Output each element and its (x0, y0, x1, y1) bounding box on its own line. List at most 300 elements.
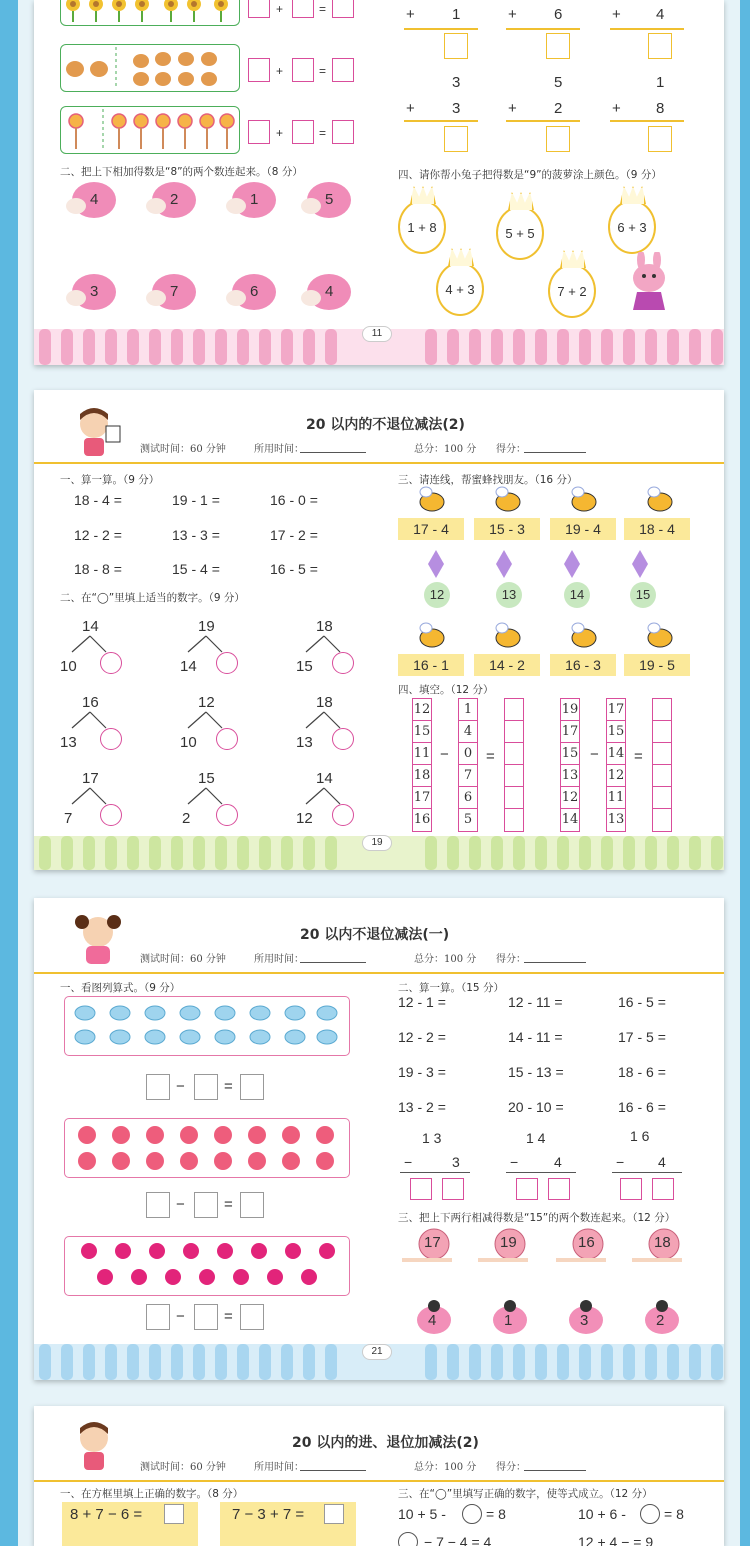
section-4-title: 四、请你帮小兔子把得数是“9”的菠萝涂上颜色。（9 分） (398, 169, 662, 181)
answer-box[interactable] (248, 0, 270, 18)
cell: 13 (607, 812, 625, 827)
vertical-op: − (404, 1154, 413, 1170)
sheep-number: 7 (170, 283, 179, 300)
vertical-line (404, 28, 478, 30)
answer-box[interactable] (248, 120, 270, 144)
header-divider (34, 1480, 724, 1482)
worksheet-title: 20 以内不退位减法(一) (300, 927, 450, 943)
page-number: 11 (362, 326, 392, 342)
minus-sign: − (590, 746, 599, 763)
tree-left: 2 (182, 810, 191, 827)
worksheet-page-11 (34, 0, 724, 365)
circle-equation-right: = 8 (664, 1506, 684, 1522)
vertical-op: − (510, 1154, 519, 1170)
fish-picture-frame (64, 996, 350, 1056)
snail-number: 17 (424, 1234, 441, 1251)
cell: 17 (413, 787, 431, 809)
calc-item: 16 - 6 = (618, 1099, 666, 1115)
tree-left: 13 (296, 734, 313, 751)
sheep-card[interactable] (64, 272, 120, 312)
worksheet-title: 20 以内的不退位减法(2) (306, 417, 465, 433)
plus-sign: + (276, 64, 284, 78)
answer-box[interactable] (410, 1178, 432, 1200)
tree-left: 7 (64, 810, 73, 827)
answer-box[interactable] (240, 1304, 264, 1330)
total-score: 总分：100 分 (414, 444, 477, 455)
partial-equation: − 7 − 4 = 4 (424, 1534, 492, 1546)
section-1-title: 一、在方框里填上正确的数字。（8 分） (60, 1488, 244, 1500)
plus-sign: + (276, 126, 284, 140)
snail-card[interactable] (402, 1228, 454, 1264)
sheep-number: 5 (325, 191, 334, 208)
answer-circle[interactable] (216, 728, 238, 750)
flower-number[interactable]: 15 (630, 582, 656, 608)
bunny-mascot (619, 252, 679, 318)
ladybug-number: 1 (504, 1312, 513, 1329)
partial-equation: 12 + 4 − = 9 (578, 1534, 654, 1546)
bee-expression[interactable]: 19 - 4 (550, 518, 616, 540)
answer-box[interactable] (548, 1178, 570, 1200)
tree-left: 14 (180, 658, 197, 675)
number-column-b (458, 698, 478, 832)
answer-box[interactable] (444, 33, 468, 59)
vertical-addend: 3 (452, 100, 461, 117)
cell: 0 (459, 743, 477, 765)
answer-circle[interactable] (216, 804, 238, 826)
answer-box[interactable] (292, 120, 314, 144)
number-column-c (560, 698, 580, 832)
sheep-card[interactable] (64, 180, 120, 220)
sheep-number: 4 (90, 191, 99, 208)
answer-cell[interactable] (653, 699, 671, 721)
equation-panel (62, 1502, 198, 1546)
tree-top: 15 (198, 770, 215, 787)
calc-item: 17 - 5 = (618, 1029, 666, 1045)
tree-top: 16 (82, 694, 99, 711)
answer-cell[interactable] (505, 765, 523, 787)
equals-sign: = (634, 748, 643, 765)
bee-icons-bottom (404, 622, 714, 654)
tree-left: 13 (60, 734, 77, 751)
test-time: 测试时间：60 分钟 (140, 1462, 226, 1473)
pineapple-crown (410, 186, 436, 204)
answer-box[interactable] (248, 58, 270, 82)
calc-item: 19 - 1 = (172, 492, 220, 508)
tree-top: 14 (82, 618, 99, 635)
cell: 1 (459, 699, 477, 721)
pineapple-crown (508, 192, 534, 210)
bee-expression[interactable]: 16 - 3 (550, 654, 616, 676)
lollipops-illustration (61, 107, 239, 153)
flower-number[interactable]: 13 (496, 582, 522, 608)
vertical-line (506, 120, 580, 122)
calc-item: 12 - 11 = (508, 994, 563, 1010)
tree-left: 15 (296, 658, 313, 675)
answer-box[interactable] (332, 120, 354, 144)
answer-cell[interactable] (653, 743, 671, 765)
answer-box[interactable] (546, 33, 570, 59)
answer-circle[interactable] (216, 652, 238, 674)
page-number: 21 (362, 1344, 392, 1360)
calc-item: 12 - 2 = (398, 1029, 446, 1045)
sheep-card[interactable] (299, 272, 355, 312)
equals-sign: = (319, 2, 327, 16)
sheep-number: 4 (325, 283, 334, 300)
answer-box[interactable] (146, 1192, 170, 1218)
calc-item: 14 - 11 = (508, 1029, 563, 1045)
answer-circle[interactable] (398, 1532, 418, 1546)
pineapple-crown (448, 248, 474, 266)
vertical-line (404, 120, 478, 122)
pineapple[interactable] (436, 262, 484, 316)
used-time-label: 所用时间： (254, 954, 304, 965)
flower-icons (420, 550, 700, 578)
sheep-card[interactable] (224, 272, 280, 312)
girl-mascot (72, 912, 128, 968)
vertical-line (612, 1172, 682, 1173)
vertical-op: + (612, 100, 621, 117)
answer-column[interactable] (652, 698, 672, 832)
girl-mascot (72, 1420, 124, 1476)
bee-expression[interactable]: 14 - 2 (474, 654, 540, 676)
minus-sign: − (176, 1196, 185, 1213)
answer-box[interactable] (292, 58, 314, 82)
answer-circle[interactable] (100, 804, 122, 826)
vertical-line (506, 1172, 576, 1173)
calc-item: 19 - 3 = (398, 1064, 446, 1080)
plus-sign: + (276, 2, 284, 16)
octopus-picture-frame (64, 1236, 350, 1296)
cell: 15 (607, 721, 625, 743)
answer-circle[interactable] (100, 728, 122, 750)
worksheet-title: 20 以内的进、退位加减法(2) (292, 1435, 479, 1451)
calc-item: 13 - 3 = (172, 527, 220, 543)
score-line (524, 962, 586, 963)
test-time: 测试时间：60 分钟 (140, 954, 226, 965)
tree-left: 12 (296, 810, 313, 827)
vertical-subtrahend: 4 (554, 1154, 562, 1170)
pineapple-crown (620, 186, 646, 204)
snail-card[interactable] (556, 1228, 608, 1264)
answer-cell[interactable] (505, 721, 523, 743)
answer-box[interactable] (194, 1304, 218, 1330)
pineapple[interactable] (608, 200, 656, 254)
ladybug-card[interactable] (566, 1300, 606, 1336)
vertical-top: 1 6 (630, 1128, 650, 1144)
vertical-line (610, 28, 684, 30)
answer-cell[interactable] (653, 787, 671, 809)
lollipop-picture-row (60, 106, 240, 154)
tree-top: 12 (198, 694, 215, 711)
cell: 18 (413, 765, 431, 787)
answer-box[interactable] (620, 1178, 642, 1200)
number-column-a (412, 698, 432, 832)
cell: 17 (561, 721, 579, 743)
cell: 7 (459, 765, 477, 787)
pineapple-expression: 5 + 5 (505, 226, 535, 241)
flower-number[interactable]: 14 (564, 582, 590, 608)
minus-sign: − (440, 746, 449, 763)
answer-circle[interactable] (100, 652, 122, 674)
cell: 11 (607, 787, 625, 809)
vertical-subtrahend: 4 (658, 1154, 666, 1170)
answer-box[interactable] (444, 126, 468, 152)
answer-box[interactable] (240, 1074, 264, 1100)
answer-box[interactable] (648, 126, 672, 152)
calc-item: 15 - 13 = (508, 1064, 564, 1080)
bee-expression[interactable]: 16 - 1 (398, 654, 464, 676)
right-blue-strip (740, 0, 750, 1546)
box-equation: 7 − 3 + 7 = (232, 1506, 305, 1523)
section-3-title: 三、在“◯”里填写正确的数字，使等式成立。（12 分） (398, 1488, 653, 1500)
vertical-op: + (406, 6, 415, 23)
section-4-title: 四、填空。（12 分） (398, 684, 494, 696)
vertical-line (506, 28, 580, 30)
worksheet-page-19 (34, 390, 724, 870)
cell: 5 (463, 812, 473, 827)
page-number: 19 (362, 835, 392, 851)
cell: 14 (561, 812, 579, 827)
calc-item: 16 - 5 = (270, 561, 318, 577)
pineapple-expression: 1 + 8 (407, 220, 437, 235)
cell: 15 (561, 743, 579, 765)
calc-item: 18 - 8 = (74, 561, 122, 577)
vertical-op: + (612, 6, 621, 23)
answer-box[interactable] (194, 1074, 218, 1100)
answer-box[interactable] (292, 0, 314, 18)
cell: 17 (607, 699, 625, 721)
answer-box[interactable] (194, 1192, 218, 1218)
equation-panel (220, 1502, 356, 1546)
vertical-addend: 4 (656, 6, 665, 23)
circle-equation-left: 10 + 6 - (578, 1506, 626, 1522)
circle-equation-right: = 8 (486, 1506, 506, 1522)
snail-number: 18 (654, 1234, 671, 1251)
cell: 19 (561, 699, 579, 721)
answer-cell[interactable] (653, 765, 671, 787)
sheep-card[interactable] (144, 180, 200, 220)
vertical-top: 5 (554, 74, 563, 91)
strawberry-illustration (65, 1119, 349, 1177)
calc-item: 16 - 5 = (618, 994, 666, 1010)
hedgehog-picture-row (60, 44, 240, 92)
calc-item: 13 - 2 = (398, 1099, 446, 1115)
vertical-top: 1 (656, 74, 665, 91)
answer-box[interactable] (240, 1192, 264, 1218)
flower-number[interactable]: 12 (424, 582, 450, 608)
fish-illustration (65, 997, 349, 1055)
score-line (524, 452, 586, 453)
used-time-line (300, 1470, 366, 1471)
answer-cell[interactable] (505, 743, 523, 765)
tree-left: 10 (60, 658, 77, 675)
worksheet-page-21 (34, 898, 724, 1380)
calc-item: 17 - 2 = (270, 527, 318, 543)
cell: 13 (561, 765, 579, 787)
sheep-card[interactable] (224, 180, 280, 220)
snail-number: 19 (500, 1234, 517, 1251)
section-2-title: 二、把上下相加得数是“8”的两个数连起来。（8 分） (60, 166, 303, 178)
cell: 4 (459, 721, 477, 743)
cell: 16 (413, 812, 431, 827)
number-column-d (606, 698, 626, 832)
sheep-number: 2 (170, 191, 179, 208)
section-2-title: 二、算一算。（15 分） (398, 982, 504, 994)
pineapple-expression: 6 + 3 (617, 220, 647, 235)
pineapple[interactable] (398, 200, 446, 254)
tree-top: 17 (82, 770, 99, 787)
flower-picture-row (60, 0, 240, 26)
bee-expression[interactable]: 17 - 4 (398, 518, 464, 540)
bee-icons-top (404, 486, 714, 518)
cell: 15 (413, 721, 431, 743)
equals-sign: = (486, 748, 495, 765)
vertical-addend: 2 (554, 100, 563, 117)
cell: 12 (413, 699, 431, 721)
score-label: 得分： (496, 444, 526, 455)
vertical-line (610, 120, 684, 122)
vertical-top: 1 4 (526, 1130, 546, 1146)
cell: 11 (413, 743, 431, 765)
total-score: 总分：100 分 (414, 954, 477, 965)
answer-circle[interactable] (462, 1504, 482, 1524)
ladybug-number: 3 (580, 1312, 589, 1329)
vertical-line (400, 1172, 470, 1173)
circle-equation-left: 10 + 5 - (398, 1506, 446, 1522)
equals-sign: = (224, 1196, 233, 1213)
calc-item: 12 - 2 = (74, 527, 122, 543)
vertical-addend: 8 (656, 100, 665, 117)
answer-box[interactable] (146, 1074, 170, 1100)
answer-box[interactable] (652, 1178, 674, 1200)
answer-box[interactable] (546, 126, 570, 152)
tree-top: 14 (316, 770, 333, 787)
used-time-label: 所用时间： (254, 1462, 304, 1473)
answer-box[interactable] (648, 33, 672, 59)
vertical-addend: 6 (554, 6, 563, 23)
sheep-card[interactable] (144, 272, 200, 312)
section-3-title: 三、把上下两行相减得数是“15”的两个数连起来。（12 分） (398, 1212, 676, 1224)
vertical-top: 3 (452, 74, 461, 91)
vertical-op: + (406, 100, 415, 117)
header-divider (34, 972, 724, 974)
score-line (524, 1470, 586, 1471)
ladybug-card[interactable] (490, 1300, 530, 1336)
sheep-number: 1 (250, 191, 259, 208)
tree-top: 18 (316, 618, 333, 635)
equals-sign: = (319, 126, 327, 140)
pineapple[interactable] (496, 206, 544, 260)
calc-item: 18 - 4 = (74, 492, 122, 508)
pineapple[interactable] (548, 264, 596, 318)
answer-cell[interactable] (505, 699, 523, 721)
snail-number: 16 (578, 1234, 595, 1251)
calc-item: 20 - 10 = (508, 1099, 564, 1115)
sheep-number: 3 (90, 283, 99, 300)
answer-cell[interactable] (653, 721, 671, 743)
score-label: 得分： (496, 954, 526, 965)
answer-box[interactable] (442, 1178, 464, 1200)
bee-expression[interactable]: 18 - 4 (624, 518, 690, 540)
answer-box[interactable] (146, 1304, 170, 1330)
answer-circle[interactable] (640, 1504, 660, 1524)
ladybug-card[interactable] (642, 1300, 682, 1336)
vertical-subtrahend: 3 (452, 1154, 460, 1170)
equals-sign: = (224, 1078, 233, 1095)
ladybug-number: 2 (656, 1312, 665, 1329)
strawberry-picture-frame (64, 1118, 350, 1178)
vertical-op: + (508, 6, 517, 23)
section-3-title: 三、请连线，帮蜜蜂找朋友。（16 分） (398, 474, 578, 486)
answer-circle[interactable] (332, 728, 354, 750)
minus-sign: − (176, 1308, 185, 1325)
vertical-top: 1 3 (422, 1130, 442, 1146)
calc-item: 15 - 4 = (172, 561, 220, 577)
answer-circle[interactable] (332, 804, 354, 826)
pineapple-expression: 7 + 2 (557, 284, 587, 299)
ladybug-card[interactable] (414, 1300, 454, 1336)
answer-box[interactable] (332, 58, 354, 82)
left-blue-strip (0, 0, 18, 1546)
bee-expression[interactable]: 15 - 3 (474, 518, 540, 540)
answer-cell[interactable] (505, 809, 523, 831)
total-score: 总分：100 分 (414, 1462, 477, 1473)
calc-item: 16 - 0 = (270, 492, 318, 508)
answer-cell[interactable] (505, 787, 523, 809)
answer-box[interactable] (332, 0, 354, 18)
section-2-title: 二、在“◯”里填上适当的数字。（9 分） (60, 592, 245, 604)
bee-expression[interactable]: 19 - 5 (624, 654, 690, 676)
vertical-op: − (616, 1154, 625, 1170)
section-1-title: 一、算一算。（9 分） (60, 474, 160, 486)
used-time-label: 所用时间： (254, 444, 304, 455)
equals-sign: = (319, 64, 327, 78)
hedgehogs-illustration (61, 45, 239, 91)
cell: 6 (459, 787, 477, 809)
answer-column[interactable] (504, 698, 524, 832)
cell: 12 (561, 787, 579, 809)
tree-top: 18 (316, 694, 333, 711)
tree-left: 10 (180, 734, 197, 751)
answer-box[interactable] (324, 1504, 344, 1524)
octopus-illustration (65, 1237, 349, 1295)
worksheet-page-partial (34, 1406, 724, 1546)
used-time-line (300, 962, 366, 963)
sheep-card[interactable] (299, 180, 355, 220)
tree-top: 19 (198, 618, 215, 635)
equals-sign: = (224, 1308, 233, 1325)
answer-box[interactable] (164, 1504, 184, 1524)
vertical-addend: 1 (452, 6, 461, 23)
minus-sign: − (176, 1078, 185, 1095)
vertical-op: + (508, 100, 517, 117)
test-time: 测试时间：60 分钟 (140, 444, 226, 455)
calc-item: 18 - 6 = (618, 1064, 666, 1080)
answer-circle[interactable] (332, 652, 354, 674)
snail-card[interactable] (478, 1228, 530, 1264)
cell: 14 (607, 743, 625, 765)
sheep-number: 6 (250, 283, 259, 300)
flowers-illustration (61, 0, 239, 24)
box-equation: 8 + 7 − 6 = (70, 1506, 143, 1523)
cell: 12 (607, 765, 625, 787)
answer-box[interactable] (516, 1178, 538, 1200)
answer-cell[interactable] (653, 809, 671, 831)
snail-card[interactable] (632, 1228, 684, 1264)
score-label: 得分： (496, 1462, 526, 1473)
pineapple-crown (560, 250, 586, 268)
section-1-title: 一、看图列算式。（9 分） (60, 982, 181, 994)
